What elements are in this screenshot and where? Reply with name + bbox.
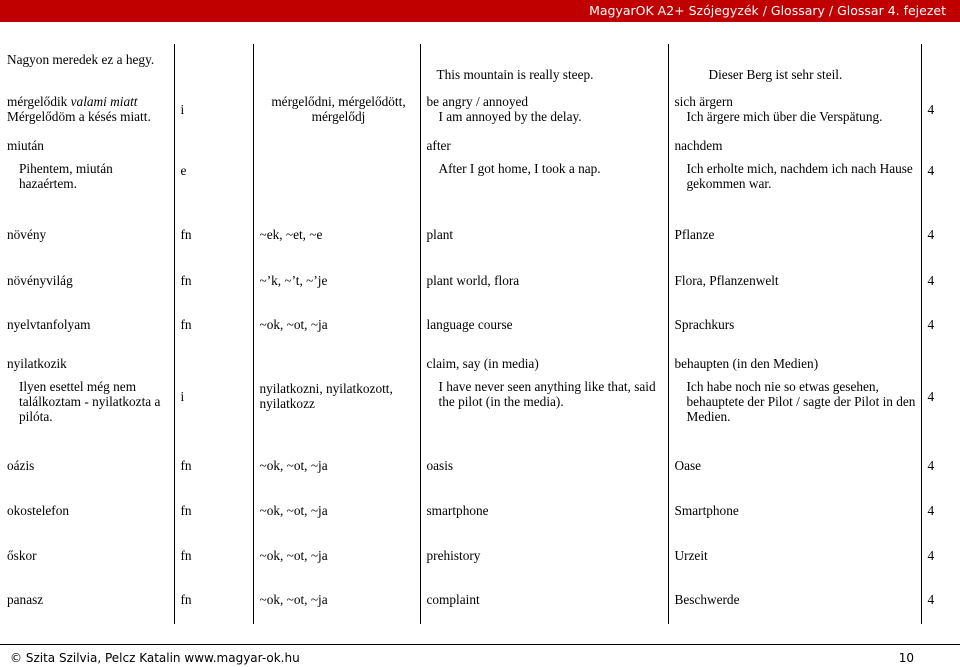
german-cell: nachdem Ich erholte mich, nachdem ich nach Hause gekommen war.: [668, 130, 921, 210]
chapter-cell: 4: [927, 388, 935, 404]
forms-cell: ~ok, ~ot, ~ja: [253, 574, 420, 624]
chapter-cell: 4: [927, 591, 935, 607]
english-cell: after After I got home, I took a nap.: [420, 130, 668, 210]
glossary-title: MagyarOK A2+ Szójegyzék / Glossary / Glossar 4. fejezet: [589, 3, 946, 18]
german-cell: behaupten (in den Medien) Ich habe noch nie so etwas gesehen, behauptete der Pilot / sagte der Pilot in den Medien.: [668, 346, 921, 446]
english-cell: smartphone: [420, 484, 668, 536]
hungarian-cell: őskor: [1, 536, 174, 574]
table-row: [1, 44, 959, 88]
forms-cell: ~ok, ~ot, ~ja: [253, 302, 420, 346]
english-cell: be angry / annoyed I am annoyed by the delay.: [420, 88, 668, 130]
forms-cell: ~ok, ~ot, ~ja: [253, 484, 420, 536]
hungarian-cell: Nagyon meredek ez a hegy.: [1, 44, 174, 88]
chapter-cell: 4: [927, 226, 935, 242]
hungarian-cell: nyelvtanfolyam: [1, 302, 174, 346]
chapter-cell: 4: [927, 457, 935, 473]
forms-cell: nyilatkozni, nyilatkozott, nyilatkozz: [253, 346, 420, 446]
word-type-cell: i: [174, 88, 253, 130]
table-row: [1, 536, 959, 574]
german-cell: Beschwerde: [668, 574, 921, 624]
german-cell: Flora, Pflanzenwelt: [668, 258, 921, 302]
hungarian-cell: panasz: [1, 574, 174, 624]
german-cell: Sprachkurs: [668, 302, 921, 346]
hungarian-cell: növény: [1, 210, 174, 258]
chapter-cell: [921, 44, 959, 88]
english-cell: prehistory: [420, 536, 668, 574]
forms-cell: ~ok, ~ot, ~ja: [253, 446, 420, 484]
glossary-table: [1, 44, 959, 624]
word-type-cell: fn: [174, 484, 253, 536]
table-row: [1, 446, 959, 484]
english-cell: language course: [420, 302, 668, 346]
footer-divider: [0, 644, 960, 645]
hungarian-cell: okostelefon: [1, 484, 174, 536]
forms-cell: [253, 130, 420, 210]
table-row: [1, 574, 959, 624]
forms-cell: ~ek, ~et, ~e: [253, 210, 420, 258]
chapter-cell: 4: [927, 547, 935, 563]
forms-cell: mérgelődni, mérgelődött, mérgelődj: [253, 88, 420, 130]
word-type-cell: fn: [174, 446, 253, 484]
hungarian-cell: oázis: [1, 446, 174, 484]
english-cell: claim, say (in media) I have never seen anything like that, said the pilot (in the media).: [420, 346, 668, 446]
forms-cell: ~ok, ~ot, ~ja: [253, 536, 420, 574]
table-row: [1, 484, 959, 536]
header-bar: [0, 0, 960, 22]
word-type-cell: [174, 44, 253, 88]
page-number: 10: [898, 651, 914, 665]
table-row: [1, 258, 959, 302]
word-type-cell: fn: [174, 210, 253, 258]
hungarian-cell: nyilatkozik Ilyen esettel még nem találkoztam - nyilatkozta a pilóta.: [1, 346, 174, 446]
german-cell: Smartphone: [668, 484, 921, 536]
chapter-cell: 4: [927, 316, 935, 332]
hungarian-cell: növényvilág: [1, 258, 174, 302]
word-type-cell: e: [174, 130, 253, 210]
copyright-icon: ©: [10, 651, 22, 665]
chapter-cell: 4: [927, 101, 935, 117]
german-cell: Urzeit: [668, 536, 921, 574]
english-cell: plant world, flora: [420, 258, 668, 302]
word-type-cell: fn: [174, 302, 253, 346]
footer-website[interactable]: www.magyar-ok.hu: [184, 651, 300, 665]
german-cell: Pflanze: [668, 210, 921, 258]
forms-cell: ~’k, ~’t, ~’je: [253, 258, 420, 302]
table-row: [1, 210, 959, 258]
english-cell: oasis: [420, 446, 668, 484]
german-cell: sich ärgern Ich ärgere mich über die Verspätung.: [668, 88, 921, 130]
footer-authors: Szita Szilvia, Pelcz Katalin: [25, 651, 181, 665]
word-type-cell: fn: [174, 536, 253, 574]
chapter-cell: 4: [927, 162, 935, 178]
german-cell: Dieser Berg ist sehr steil.: [668, 44, 921, 88]
table-row: [1, 88, 959, 130]
english-cell: complaint: [420, 574, 668, 624]
table-row: [1, 130, 959, 210]
hungarian-cell: miután Pihentem, miután hazaértem.: [1, 130, 174, 210]
forms-cell: [253, 44, 420, 88]
page-footer: [10, 650, 950, 666]
german-cell: Oase: [668, 446, 921, 484]
word-type-cell: i: [174, 346, 253, 446]
word-type-cell: fn: [174, 574, 253, 624]
english-cell: This mountain is really steep.: [420, 44, 668, 88]
table-row: [1, 346, 959, 446]
chapter-cell: 4: [927, 502, 935, 518]
english-cell: plant: [420, 210, 668, 258]
hungarian-cell: mérgelődik valami miatt Mérgelődöm a késés miatt.: [1, 88, 174, 130]
chapter-cell: 4: [927, 272, 935, 288]
word-type-cell: fn: [174, 258, 253, 302]
table-row: [1, 302, 959, 346]
